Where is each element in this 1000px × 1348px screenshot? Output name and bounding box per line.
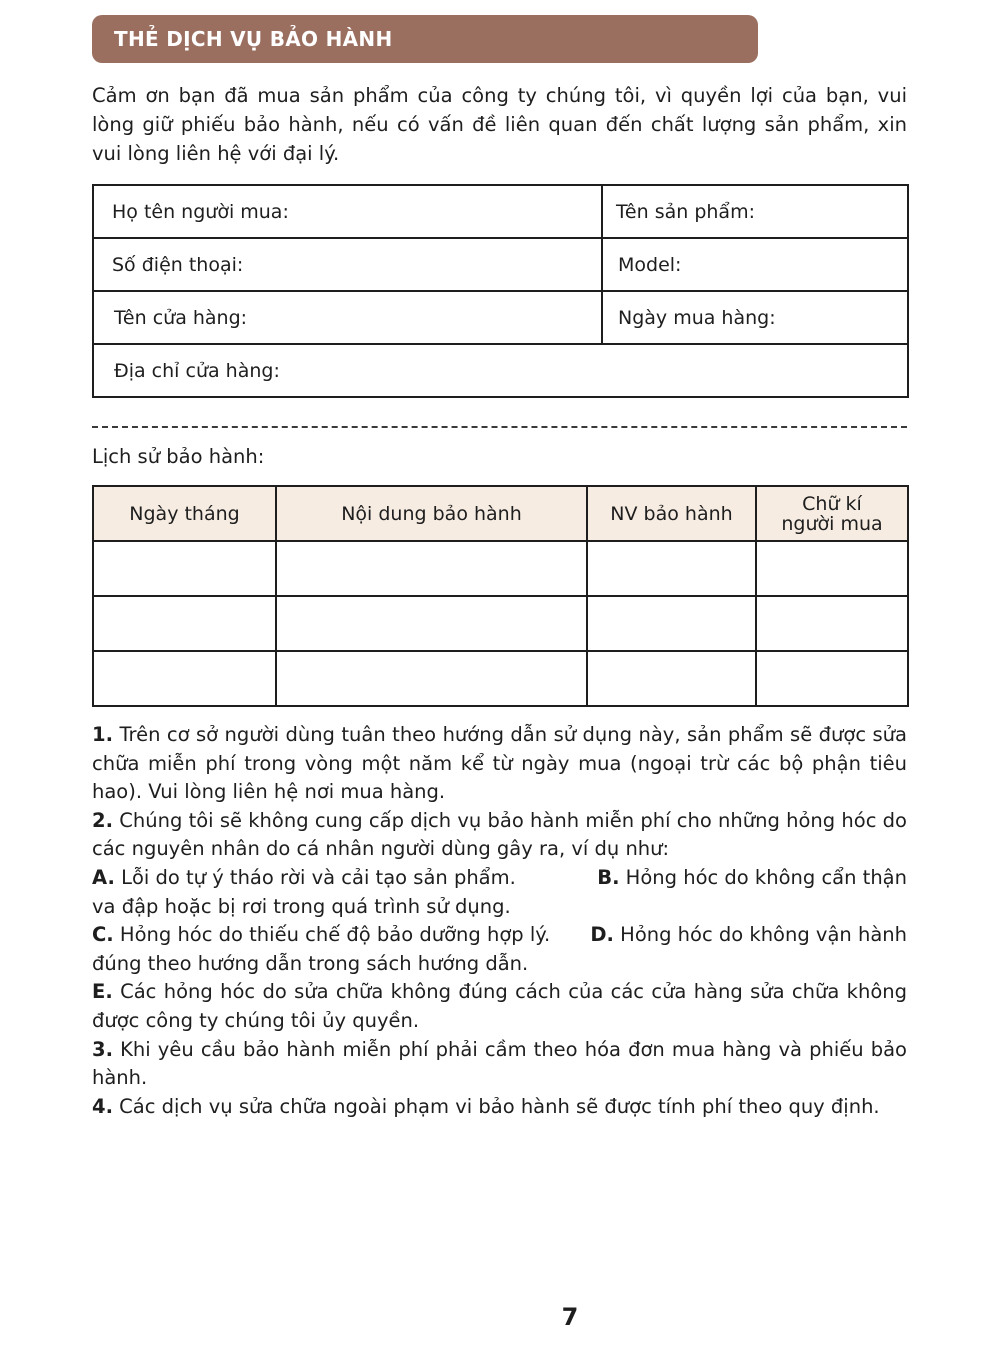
cut-line-divider: [92, 426, 907, 428]
warranty-history-label: Lịch sử bảo hành:: [92, 445, 265, 468]
term-3: [92, 1036, 907, 1093]
table-row: [93, 291, 908, 344]
term-number: 1.: [92, 723, 113, 746]
term-c: [92, 921, 550, 950]
signature-header-line1: Chữ kí: [802, 492, 862, 515]
store-address-field[interactable]: Địa chỉ cửa hàng:: [93, 344, 908, 397]
table-row: [93, 651, 908, 706]
buyer-name-field[interactable]: Họ tên người mua:: [93, 185, 602, 238]
table-row: [93, 238, 908, 291]
date-cell[interactable]: [93, 596, 276, 651]
staff-cell[interactable]: [587, 596, 756, 651]
table-header-row: [93, 486, 908, 541]
phone-field[interactable]: Số điện thoại:: [93, 238, 602, 291]
terms-c-d-row: [92, 921, 907, 950]
term-d: [590, 921, 907, 950]
term-2: [92, 807, 907, 864]
column-header-date: Ngày tháng: [93, 486, 276, 541]
signature-cell[interactable]: [756, 651, 908, 706]
term-text: Trên cơ sở người dùng tuân theo hướng dẫn sử dụng này, sản phẩm sẽ được sửa chữa miễn phí trong vòng một năm kể từ ngày mua (ngoại trừ các bộ phận tiêu hao). Vui lòng liên hệ nơi mua hàng.: [92, 723, 907, 804]
term-letter: B.: [597, 865, 620, 889]
term-4: [92, 1093, 907, 1122]
signature-header-line2: người mua: [781, 512, 883, 535]
table-row: [93, 185, 908, 238]
signature-cell[interactable]: [756, 541, 908, 596]
term-1: [92, 721, 907, 807]
term-letter: C.: [92, 923, 114, 947]
term-number: 3.: [92, 1037, 113, 1061]
term-text: Các hỏng hóc do sửa chữa không đúng cách của các cửa hàng sửa chữa không được công ty chúng tôi ủy quyền.: [92, 980, 907, 1032]
content-cell[interactable]: [276, 651, 587, 706]
page-number: 7: [561, 1303, 579, 1331]
warranty-history-table: [92, 485, 909, 707]
terms-a-b-row: [92, 864, 907, 893]
warranty-terms: [92, 721, 907, 1121]
model-field[interactable]: Model:: [602, 238, 908, 291]
date-cell[interactable]: [93, 651, 276, 706]
staff-cell[interactable]: [587, 651, 756, 706]
term-letter: E.: [92, 980, 113, 1004]
section-title: THẺ DỊCH VỤ BẢO HÀNH: [114, 27, 393, 51]
term-number: 2.: [92, 808, 113, 832]
table-row: [93, 541, 908, 596]
column-header-signature: [756, 486, 908, 541]
warranty-info-table: [92, 184, 909, 398]
purchase-date-field[interactable]: Ngày mua hàng:: [602, 291, 908, 344]
term-letter: D.: [590, 923, 614, 947]
term-text: Hỏng hóc do thiếu chế độ bảo dưỡng hợp lý.: [113, 923, 551, 947]
term-text: Hỏng hóc do không vận hành: [613, 923, 907, 947]
term-text: Khi yêu cầu bảo hành miễn phí phải cầm theo hóa đơn mua hàng và phiếu bảo hành.: [92, 1037, 907, 1090]
content-cell[interactable]: [276, 596, 587, 651]
term-text: Hỏng hóc do không cẩn thận: [619, 865, 907, 889]
term-d-continued: đúng theo hướng dẫn trong sách hướng dẫn.: [92, 951, 529, 975]
signature-cell[interactable]: [756, 596, 908, 651]
intro-paragraph: Cảm ơn bạn đã mua sản phẩm của công ty chúng tôi, vì quyền lợi của bạn, vui lòng giữ phiếu bảo hành, nếu có vấn đề liên quan đến chất lượng sản phẩm, xin vui lòng liên hệ với đại lý.: [92, 84, 907, 165]
term-number: 4.: [92, 1094, 113, 1118]
table-row: [93, 596, 908, 651]
column-header-content: Nội dung bảo hành: [276, 486, 587, 541]
term-text: Lỗi do tự ý tháo rời và cải tạo sản phẩm.: [114, 865, 516, 889]
term-e: [92, 978, 907, 1035]
term-letter: A.: [92, 865, 115, 889]
term-text: Chúng tôi sẽ không cung cấp dịch vụ bảo hành miễn phí cho những hỏng hóc do các nguyên nhân do cá nhân người dùng gây ra, ví dụ như:: [92, 808, 907, 861]
product-name-field[interactable]: Tên sản phẩm:: [602, 185, 908, 238]
section-title-banner: [92, 15, 758, 63]
term-text: Các dịch vụ sửa chữa ngoài phạm vi bảo hành sẽ được tính phí theo quy định.: [112, 1094, 880, 1118]
content-cell[interactable]: [276, 541, 587, 596]
store-name-field[interactable]: Tên cửa hàng:: [93, 291, 602, 344]
term-b-continued: va đập hoặc bị rơi trong quá trình sử dụng.: [92, 894, 511, 918]
staff-cell[interactable]: [587, 541, 756, 596]
table-row: [93, 344, 908, 397]
column-header-staff: NV bảo hành: [587, 486, 756, 541]
date-cell[interactable]: [93, 541, 276, 596]
term-b: [597, 864, 907, 893]
term-a: [92, 864, 516, 893]
